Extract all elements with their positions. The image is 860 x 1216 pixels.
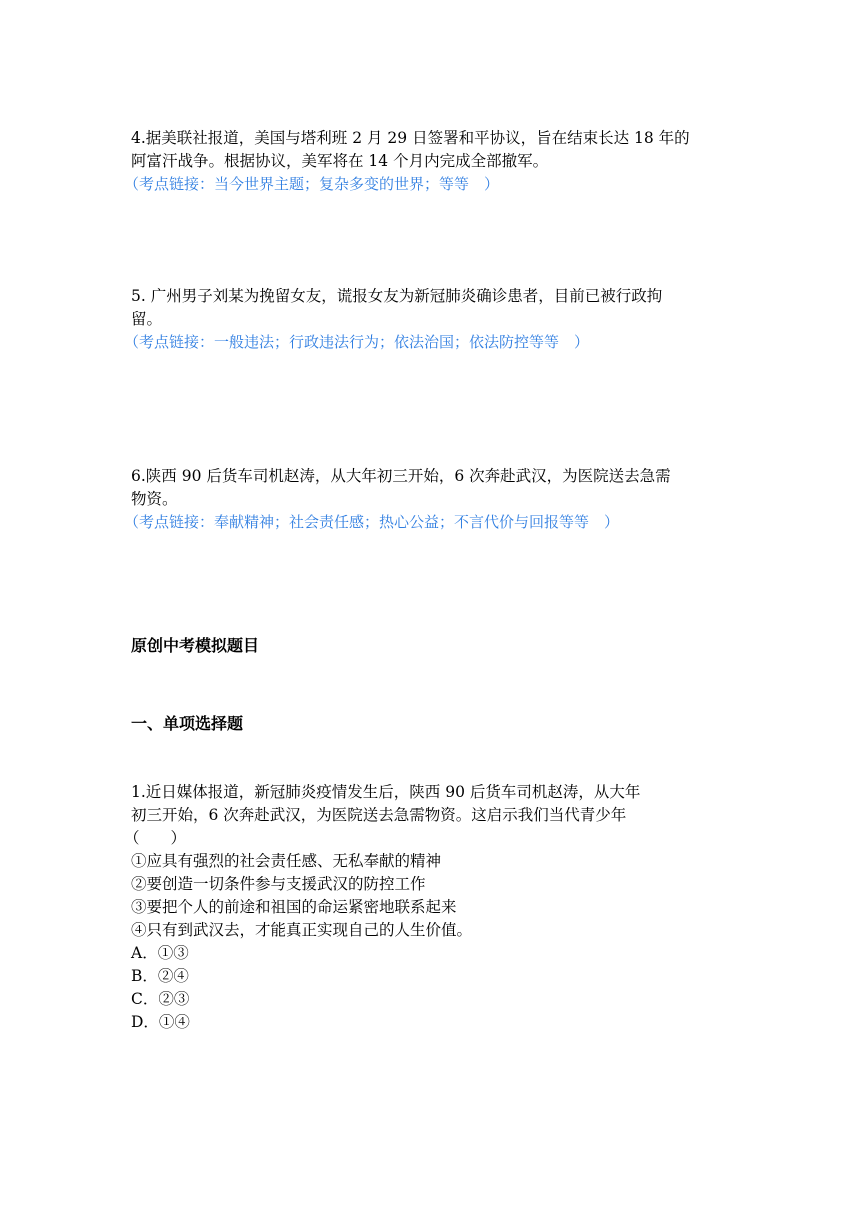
news-item-text: 5. 广州男子刘某为挽留女友，谎报女友为新冠肺炎确诊患者，目前已被行政拘	[131, 287, 663, 305]
news-item-5	[124, 285, 731, 354]
news-item-text: 物资。	[131, 490, 178, 508]
subsection-title: 一、单项选择题	[131, 714, 244, 733]
news-item-text: 6.陕西 90 后货车司机赵涛，从大年初三开始，6 次奔赴武汉，为医院送去急需	[131, 467, 671, 485]
section-title: 原创中考模拟题目	[131, 636, 260, 655]
news-item-6	[124, 465, 731, 534]
exam-point-link: （考点链接：当今世界主题；复杂多变的世界；等等 ）	[124, 175, 500, 193]
answer-option: C．②③	[131, 990, 190, 1008]
statement-item: ①应具有强烈的社会责任感、无私奉献的精神	[131, 852, 442, 870]
question-1	[124, 781, 731, 1034]
statement-item: ④只有到武汉去，才能真正实现自己的人生价值。	[131, 921, 473, 939]
news-item-text: 阿富汗战争。根据协议，美军将在 14 个月内完成全部撤军。	[131, 152, 549, 170]
answer-option: A．①③	[131, 944, 189, 962]
statement-item: ②要创造一切条件参与支援武汉的防控工作	[131, 875, 426, 893]
exam-point-link: （考点链接：一般违法；行政违法行为；依法治国；依法防控等等 ）	[124, 333, 590, 351]
answer-blank: （ ）	[124, 829, 187, 847]
question-stem: 1.近日媒体报道，新冠肺炎疫情发生后，陕西 90 后货车司机赵涛，从大年	[131, 783, 641, 801]
news-item-text: 4.据美联社报道，美国与塔利班 2 月 29 日签署和平协议，旨在结束长达 18 年的	[131, 129, 690, 147]
exam-point-link: （考点链接：奉献精神；社会责任感；热心公益；不言代价与回报等等 ）	[124, 513, 620, 531]
news-item-text: 留。	[131, 310, 163, 328]
answer-option: D．①④	[131, 1013, 190, 1031]
answer-option: B．②④	[131, 967, 189, 985]
news-item-4	[124, 127, 731, 196]
question-stem: 初三开始，6 次奔赴武汉，为医院送去急需物资。这启示我们当代青少年	[131, 806, 627, 824]
statement-item: ③要把个人的前途和祖国的命运紧密地联系起来	[131, 898, 457, 916]
